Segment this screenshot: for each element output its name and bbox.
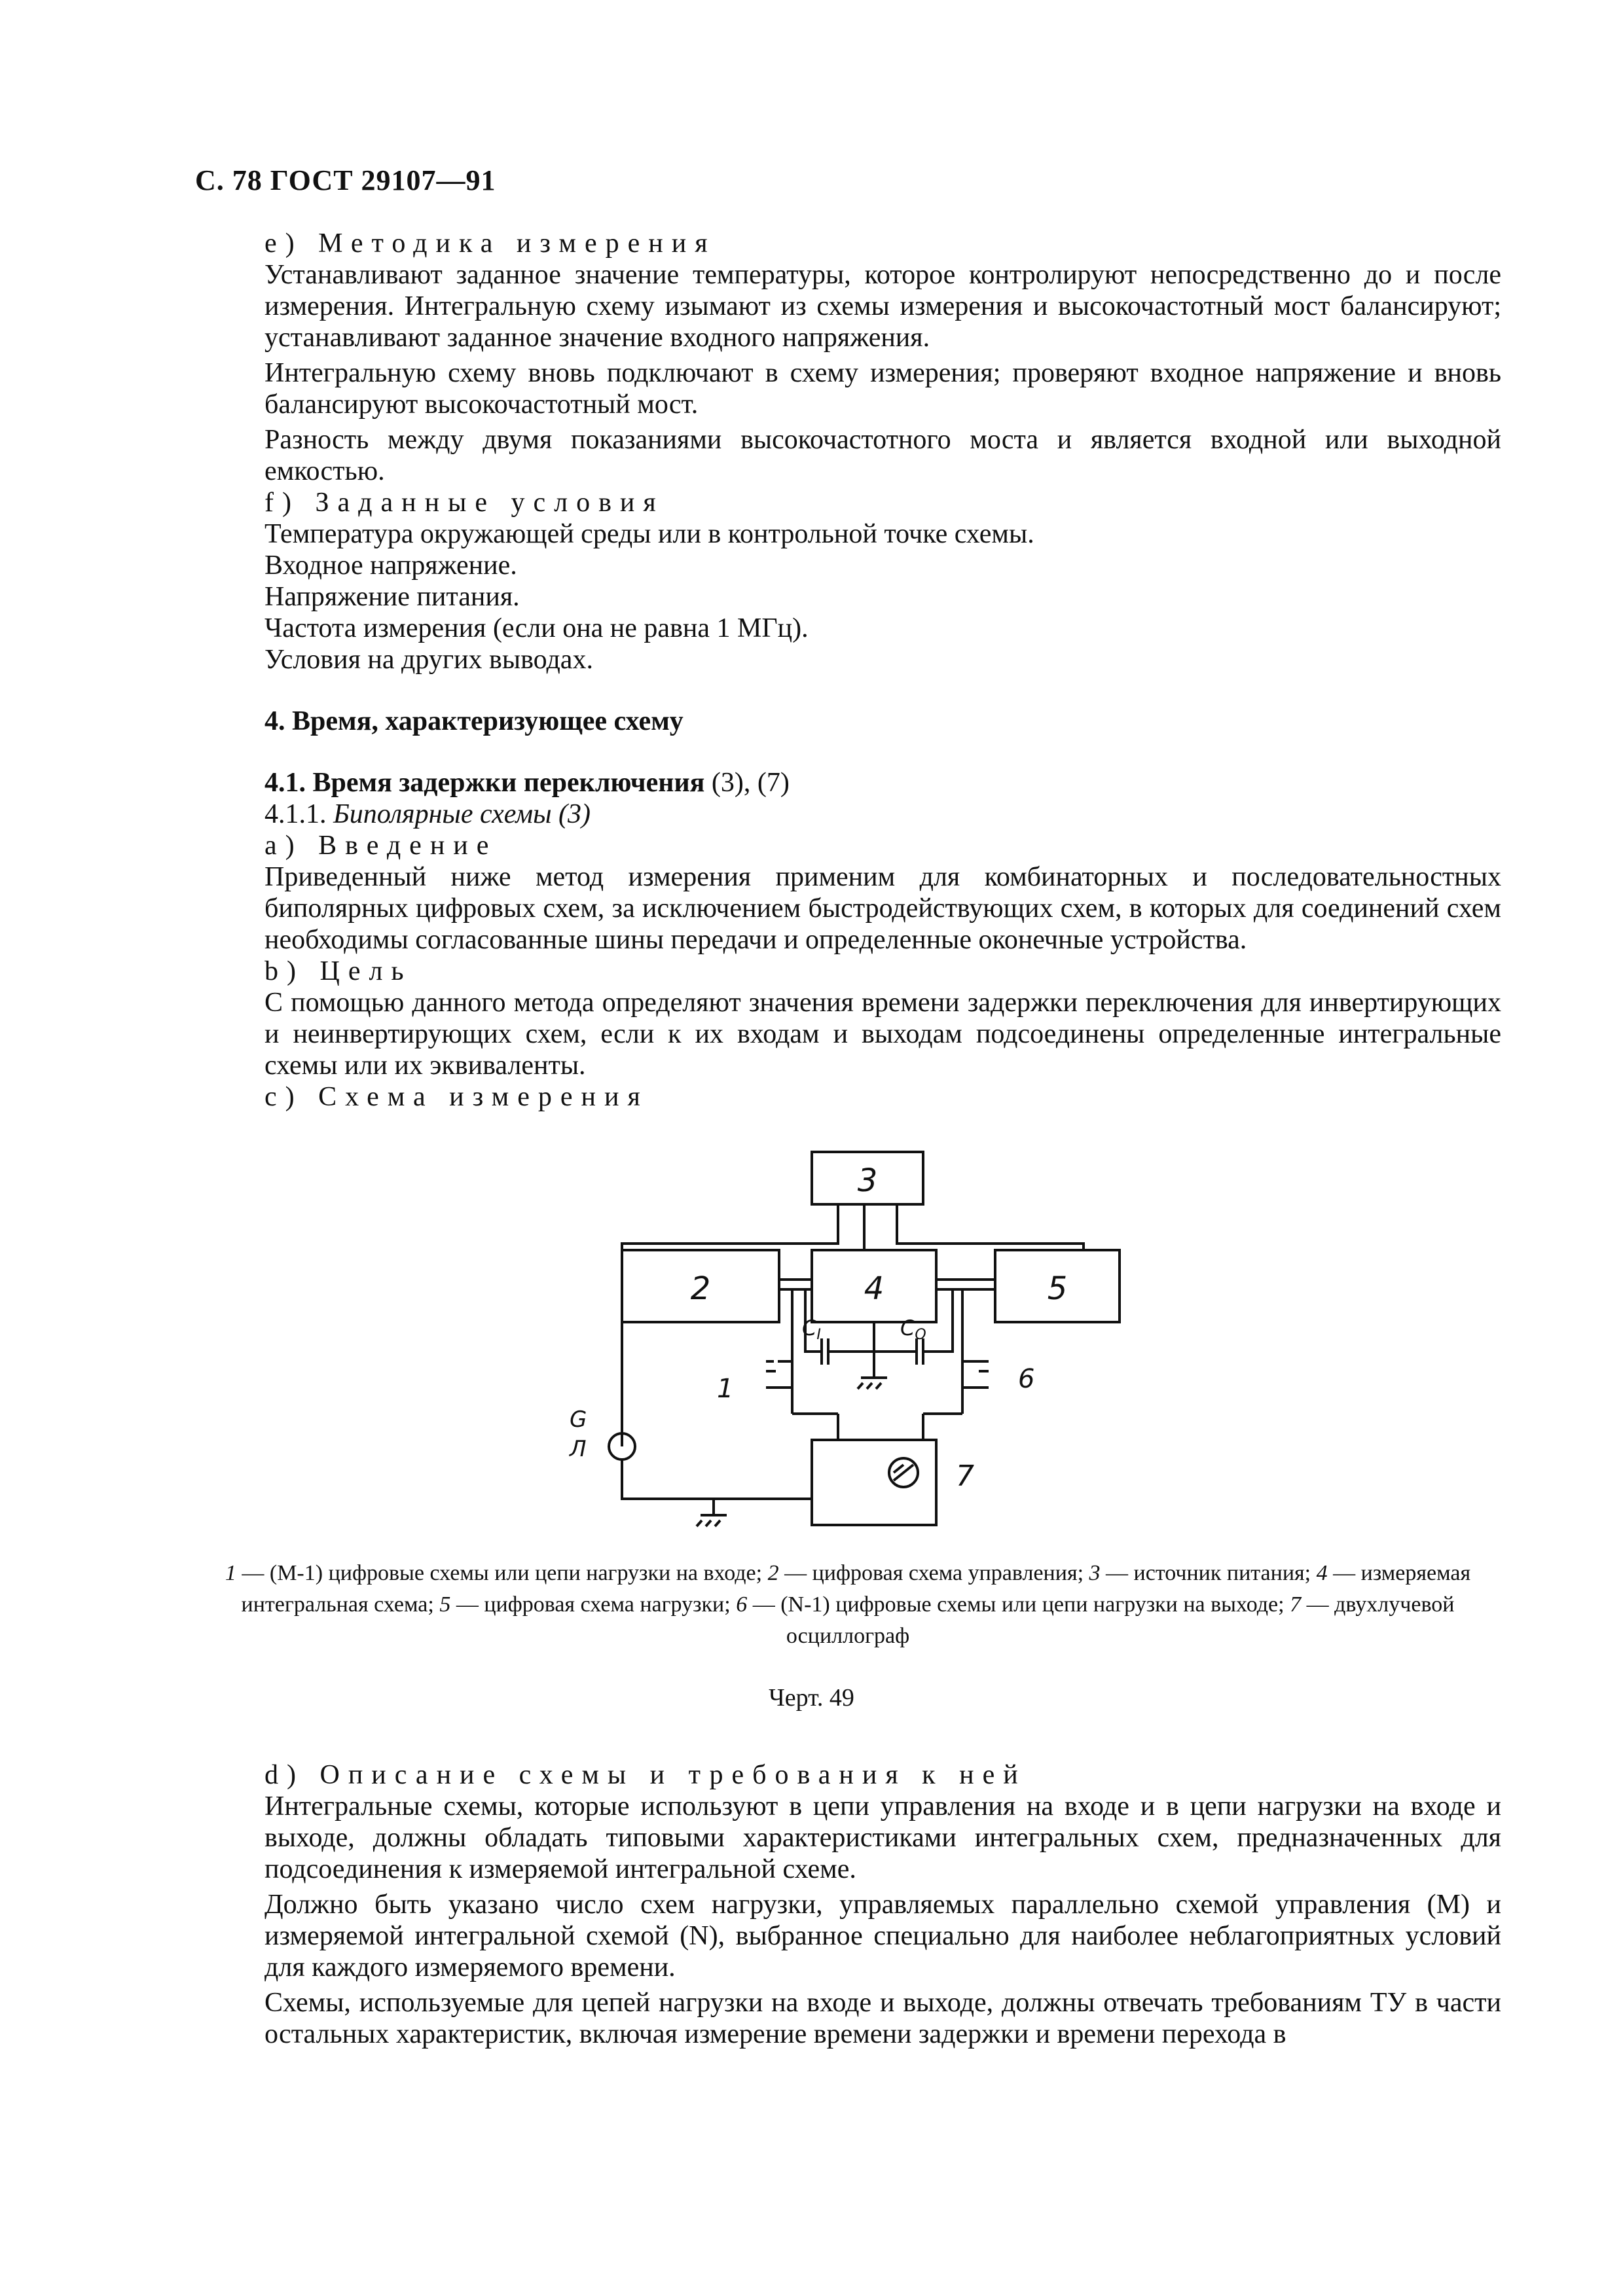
heading-a: а) Введение (264, 831, 498, 861)
input-loads-label: 1 (717, 1374, 734, 1404)
block-3-label: 3 (857, 1162, 878, 1199)
section-4-1-1-number: 4.1.1. (264, 799, 327, 829)
output-loads-label: 6 (1018, 1364, 1035, 1394)
paragraph-d-2: Должно быть указано число схем нагрузки, управляемых параллельно схемой управления (М) и измеряемой интегральной схемой (N), выбранное специально для наиболее неблагоприятных условий для каждого измеряемого времени. (264, 1890, 1501, 1982)
pulse-label: Л (570, 1436, 587, 1462)
section-4-1-1-title: Биполярные схемы (3) (333, 799, 591, 829)
lower-text-block (195, 1759, 1501, 2050)
heading-e: е) Методика измерения (264, 228, 716, 259)
caption-num: 6 (736, 1592, 748, 1617)
caption-text: — источник питания; (1100, 1561, 1317, 1585)
generator-label: G (570, 1407, 587, 1433)
measurement-circuit-diagram (563, 1145, 1126, 1551)
paragraph-e-1: Устанавливают заданное значение температуры, которое контролируют непосредственно до и после измерения. Интегральную схему изымают из схемы измерения и высокочастотный мост балансируют; устанавливают заданное значение входного напряжения. (264, 260, 1501, 353)
caption-text: — (М-1) цифровые схемы или цепи нагрузки на входе; (236, 1561, 768, 1585)
condition-item: Температура окружающей среды или в контрольной точке схемы. (264, 519, 1034, 549)
heading-f: f) Заданные условия (264, 488, 665, 518)
caption-text: — цифровая схема управления; (778, 1561, 1089, 1585)
oscilloscope-block (812, 1440, 936, 1525)
page-header: С. 78 ГОСТ 29107—91 (195, 164, 496, 196)
block-2-label: 2 (690, 1270, 711, 1307)
block-7-label: 7 (956, 1460, 974, 1493)
paragraph-e-2: Интегральную схему вновь подключают в схему измерения; проверяют входное напряжение и вновь балансируют высокочастотный мост. (264, 358, 1501, 420)
figure-caption (216, 1558, 1480, 1652)
block-5-label: 5 (1047, 1270, 1068, 1307)
condition-item: Условия на других выводах. (264, 645, 593, 675)
heading-b: b) Цель (264, 956, 412, 986)
section-4-1-refs: (3), (7) (704, 768, 790, 798)
section-4-1-title: 4.1. Время задержки переключения (264, 768, 705, 798)
caption-text: — двухлучевой осциллограф (786, 1592, 1455, 1648)
paragraph-d-3: Схемы, используемые для цепей нагрузки на входе и выходе, должны отвечать требованиям ТУ в части остальных характеристик, включая измерение времени задержки и времени перехода в (264, 1988, 1501, 2049)
c-out-label: CO (900, 1316, 926, 1343)
caption-num: 5 (439, 1592, 451, 1617)
paragraph-d-1: Интегральные схемы, которые используют в цепи управления на входе и в цепи нагрузки на входе и выходе, должны обладать типовыми характеристиками интегральных схем, предназначенных для подсоединения к измеряемой интегральной схеме. (264, 1791, 1501, 1884)
condition-item: Частота измерения (если она не равна 1 МГц). (264, 613, 809, 643)
c-in-label: CI (802, 1316, 821, 1343)
heading-d: d) Описание схемы и требования к ней (264, 1760, 1027, 1790)
condition-item: Напряжение питания. (264, 582, 520, 612)
caption-text: — (N-1) цифровые схемы или цепи нагрузки на выходе; (747, 1592, 1290, 1617)
paragraph-a: Приведенный ниже метод измерения применим для комбинаторных и последовательностных биполярных цифровых схем, за исключением быстродействующих схем, в которых для соединений схем необходимы согласованные шины передачи и определенные оконечные устройства. (264, 862, 1501, 955)
paragraph-e-3: Разность между двумя показаниями высокочастотного моста и является входной или выходной емкостью. (264, 425, 1501, 486)
caption-text: — цифровая схема нагрузки; (450, 1592, 737, 1617)
section-4-1-heading (195, 767, 1501, 798)
caption-num: 3 (1089, 1561, 1101, 1585)
figure-label: Черт. 49 (769, 1684, 854, 1712)
caption-num: 2 (767, 1561, 779, 1585)
section-4-heading: 4. Время, характеризующее схему (264, 706, 684, 736)
block-4-label: 4 (864, 1270, 884, 1307)
upper-text-block (195, 228, 1501, 1113)
caption-num: 4 (1316, 1561, 1328, 1585)
section-4-1-1-heading (195, 798, 1501, 830)
caption-num: 1 (225, 1561, 236, 1585)
caption-num: 7 (1290, 1592, 1302, 1617)
caption-text: — измеряемая интегральная схема; (241, 1561, 1471, 1617)
paragraph-b: С помощью данного метода определяют значения времени задержки переключения для инвертирующих и неинвертирующих схем, если к их входам и выходам подсоединены определенные интегральные схемы или их эквиваленты. (264, 988, 1501, 1081)
condition-item: Входное напряжение. (264, 550, 517, 581)
heading-c: с) Схема измерения (264, 1082, 649, 1112)
